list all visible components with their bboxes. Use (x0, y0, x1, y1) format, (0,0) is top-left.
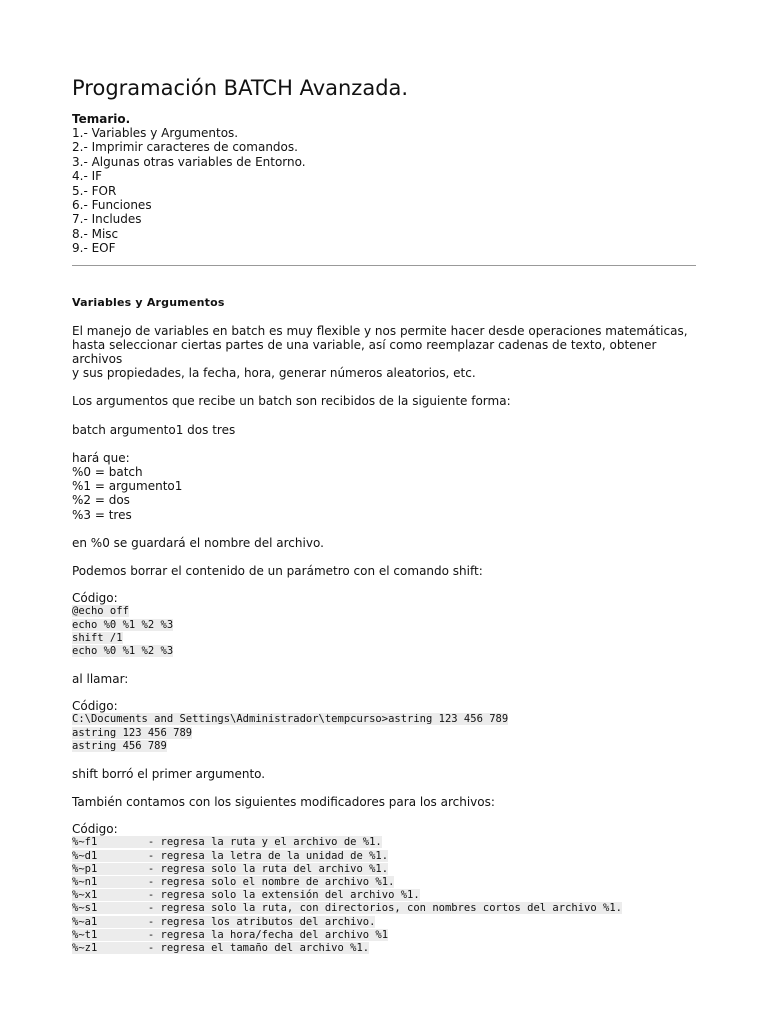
code-line: astring 123 456 789 (72, 726, 193, 739)
var-line: %3 = tres (72, 507, 132, 522)
intro-line: y sus propiedades, la fecha, hora, generar números aleatorios, etc. (72, 366, 476, 381)
toc-item: 1.- Variables y Argumentos. (72, 126, 239, 140)
section-title: Variables y Argumentos (72, 295, 225, 309)
code-line: %~s1 - regresa solo la ruta, con directorios, con nombres cortos del archivo %1. (72, 902, 622, 915)
intro-line: El manejo de variables en batch es muy flexible y nos permite hacer desde operaciones matemáticas, (72, 323, 688, 338)
toc-item: 5.- FOR (72, 183, 117, 198)
var-line: %2 = dos (72, 493, 130, 508)
code-line: %~x1 - regresa solo la extensión del archivo %1. (72, 889, 420, 902)
modifiers-paragraph: También contamos con los siguientes modificadores para los archivos: (72, 795, 495, 810)
toc-heading: Temario. (72, 112, 131, 126)
document-title: Programación BATCH Avanzada. (72, 76, 409, 100)
argument-values (72, 451, 696, 522)
code-label: Código: (72, 699, 118, 714)
code-line: echo %0 %1 %2 %3 (72, 618, 174, 631)
code-line: %~n1 - regresa solo el nombre de archivo %1. (72, 875, 395, 888)
intro-line: hasta seleccionar ciertas partes de una variable, así como reemplazar cadenas de texto, obtener archivos (72, 337, 657, 367)
toc-item: 7.- Includes (72, 212, 142, 227)
name-paragraph: en %0 se guardará el nombre del archivo. (72, 535, 324, 550)
code-block-modifiers (72, 836, 696, 955)
code-label: Código: (72, 591, 118, 606)
toc-item: 8.- Misc (72, 226, 119, 241)
code-line: %~p1 - regresa solo la ruta del archivo %1. (72, 862, 389, 875)
toc-item: 3.- Algunas otras variables de Entorno. (72, 154, 306, 169)
table-of-contents (72, 126, 696, 256)
var-line: %1 = argumento1 (72, 479, 183, 494)
code-line: %~d1 - regresa la letra de la unidad de %1. (72, 849, 389, 862)
hara-que-label: hará que: (72, 450, 130, 465)
code-block-shift (72, 605, 696, 658)
al-llamar-paragraph: al llamar: (72, 672, 129, 687)
toc-item: 9.- EOF (72, 241, 116, 256)
code-line: %~a1 - regresa los atributos del archivo. (72, 915, 376, 928)
code-label: Código: (72, 822, 118, 837)
example-call: batch argumento1 dos tres (72, 422, 236, 437)
toc-item: 6.- Funciones (72, 198, 152, 213)
code-line: astring 456 789 (72, 739, 167, 752)
code-line: @echo off (72, 605, 129, 618)
shift-result-paragraph: shift borró el primer argumento. (72, 766, 266, 781)
code-line: C:\Documents and Settings\Administrador\tempcurso>astring 123 456 789 (72, 713, 509, 726)
code-line: echo %0 %1 %2 %3 (72, 644, 174, 657)
code-line: %~t1 - regresa la hora/fecha del archivo %1 (72, 928, 389, 941)
code-line: shift /1 (72, 631, 123, 644)
intro-paragraph (72, 324, 696, 381)
section-divider (72, 265, 696, 266)
var-line: %0 = batch (72, 465, 143, 480)
code-line: %~f1 - regresa la ruta y el archivo de %1. (72, 836, 382, 849)
shift-paragraph: Podemos borrar el contenido de un parámetro con el comando shift: (72, 564, 483, 579)
toc-item: 2.- Imprimir caracteres de comandos. (72, 140, 298, 155)
code-line: %~z1 - regresa el tamaño del archivo %1. (72, 941, 370, 954)
args-paragraph: Los argumentos que recibe un batch son recibidos de la siguiente forma: (72, 394, 511, 409)
toc-item: 4.- IF (72, 169, 103, 184)
code-block-output (72, 713, 696, 753)
